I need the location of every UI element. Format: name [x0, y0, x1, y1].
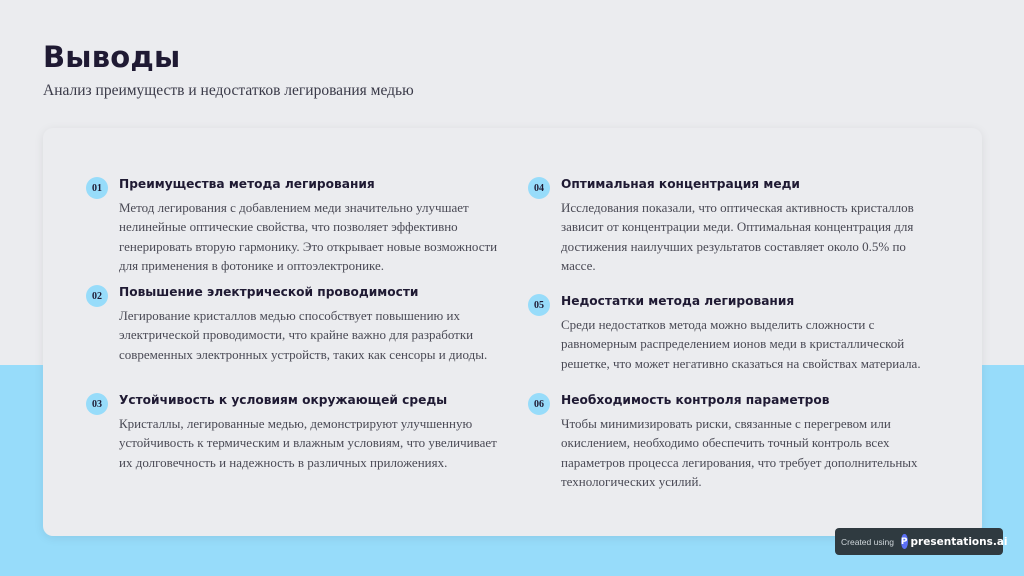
item-text: Исследования показали, что оптическая активность кристаллов зависит от концентрации меди. Оптимальная концентрация для достижения наилучших результатов составляет около 0.5% по массе.	[561, 200, 914, 273]
item-title: Оптимальная концентрация меди	[561, 177, 800, 191]
item-title: Необходимость контроля параметров	[561, 393, 830, 407]
slide-subtitle: Анализ преимуществ и недостатков легирования медью	[43, 82, 414, 99]
item-title: Преимущества метода легирования	[119, 177, 375, 191]
item-text: Легирование кристаллов медью способствует повышению их электрической проводимости, что крайне важно для разработки современных электронных устройств, таких как сенсоры и диоды.	[119, 308, 488, 362]
created-using-badge[interactable]	[835, 528, 1008, 555]
conclusion-item-3	[92, 392, 499, 472]
conclusions-card	[43, 128, 982, 536]
conclusion-item-4	[534, 176, 941, 275]
badge-brand: presentations.ai	[910, 535, 1008, 548]
badge-label: Created using	[841, 536, 894, 547]
item-text: Чтобы минимизировать риски, связанные с перегревом или окислением, необходимо обеспечить точный контроль всех параметров процесса легирования, что требует дополнительных технологических усилий.	[561, 416, 918, 489]
item-number-badge: 04	[528, 177, 550, 199]
conclusion-item-2	[92, 284, 499, 364]
item-number-badge: 03	[86, 393, 108, 415]
item-text: Кристаллы, легированные медью, демонстрируют улучшенную устойчивость к термическим и влажным условиям, что увеличивает их долговечность и надежность в различных приложениях.	[119, 416, 497, 470]
presentations-logo-icon: P	[901, 534, 908, 549]
item-number-badge: 01	[86, 177, 108, 199]
item-title: Недостатки метода легирования	[561, 294, 795, 308]
item-number-badge: 05	[528, 294, 550, 316]
item-title: Повышение электрической проводимости	[119, 285, 419, 299]
conclusion-item-1	[92, 176, 499, 275]
slide-title: Выводы	[43, 40, 181, 74]
item-text: Метод легирования с добавлением меди значительно улучшает нелинейные оптические свойства, что позволяет эффективно генерировать вторую гармонику. Это открывает новые возможности для применения в фотонике и оптоэлектронике.	[119, 200, 498, 273]
item-title: Устойчивость к условиям окружающей среды	[119, 393, 448, 407]
item-text: Среди недостатков метода можно выделить сложности с равномерным распределением ионов меди в кристаллической решетке, что может негативно сказаться на свойствах материала.	[561, 317, 921, 371]
conclusion-item-6	[534, 392, 941, 491]
item-number-badge: 02	[86, 285, 108, 307]
item-number-badge: 06	[528, 393, 550, 415]
conclusion-item-5	[534, 293, 941, 373]
